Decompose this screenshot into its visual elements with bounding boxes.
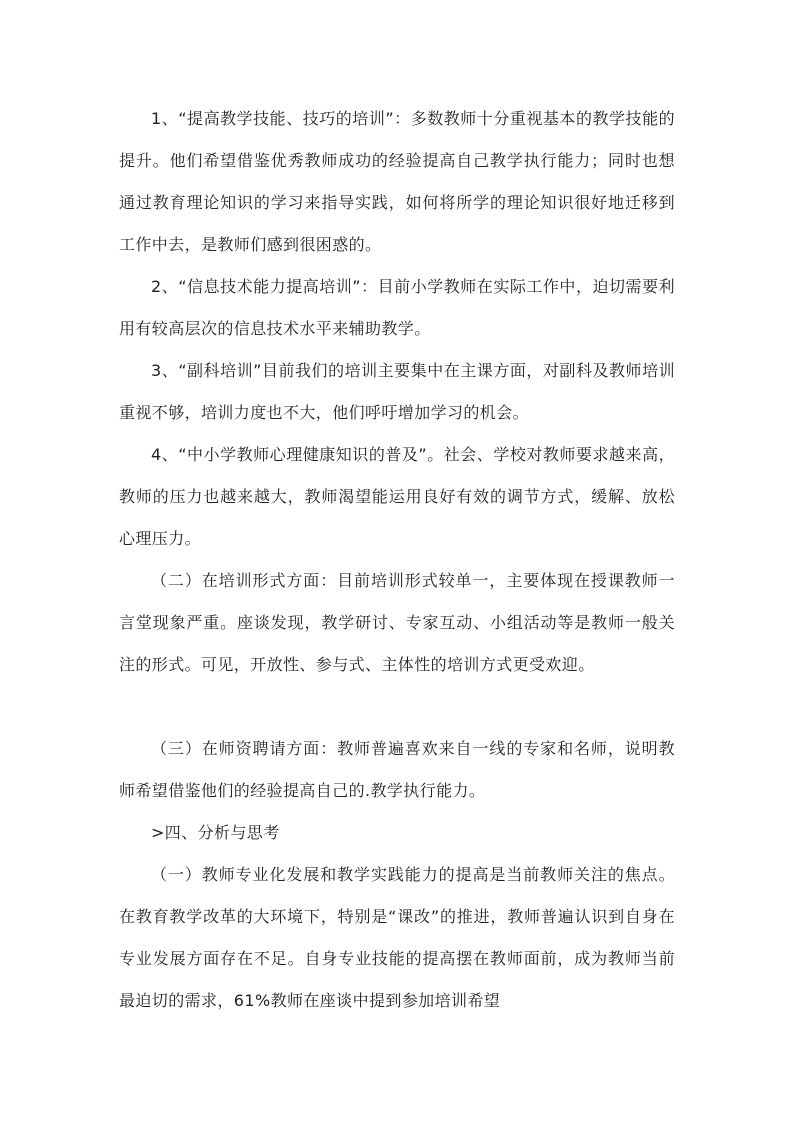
paragraph-mental-health: 4、“中小学教师心理健康知识的普及”。社会、学校对教师要求越来高，教师的压力也越来越大，教师渴望能运用良好有效的调节方式，缓解、放松心理压力。	[119, 445, 675, 548]
paragraph-it-training: 2、“信息技术能力提高培训”：目前小学教师在实际工作中，迫切需要利用有较高层次的信息技术水平来辅助教学。	[119, 277, 675, 338]
paragraph-minor-subject-training: 3、“副科培训”目前我们的培训主要集中在主课方面，对副科及教师培训重视不够，培训力度也不大，他们呼吁增加学习的机会。	[119, 361, 675, 422]
paragraph-teacher-hiring: （三）在师资聘请方面：教师普遍喜欢来自一线的专家和名师，说明教师希望借鉴他们的经验提高自己的.教学执行能力。	[119, 739, 675, 800]
paragraph-training-format: （二）在培训形式方面：目前培训形式较单一，主要体现在授课教师一言堂现象严重。座谈发现，教学研讨、专家互动、小组活动等是教师一般关注的形式。可见，开放性、参与式、主体性的培训方式更受欢迎。	[119, 571, 675, 674]
paragraph-skills-training: 1、“提高教学技能、技巧的培训”：多数教师十分重视基本的教学技能的提升。他们希望借鉴优秀教师成功的经验提高自己教学执行能力；同时也想通过教育理论知识的学习来指导实践，如何将所学的理论知识很好地迁移到工作中去，是教师们感到很困惑的。	[119, 109, 675, 254]
paragraph-professional-development: （一）教师专业化发展和教学实践能力的提高是当前教师关注的焦点。在教育教学改革的大环境下，特别是“课改”的推进，教师普遍认识到自身在专业发展方面存在不足。自身专业技能的提高摆在教师面前，成为教师当前最迫切的需求，61%教师在座谈中提到参加培训希望	[119, 865, 675, 1010]
section-heading-analysis: >四、分析与思考	[151, 823, 280, 842]
